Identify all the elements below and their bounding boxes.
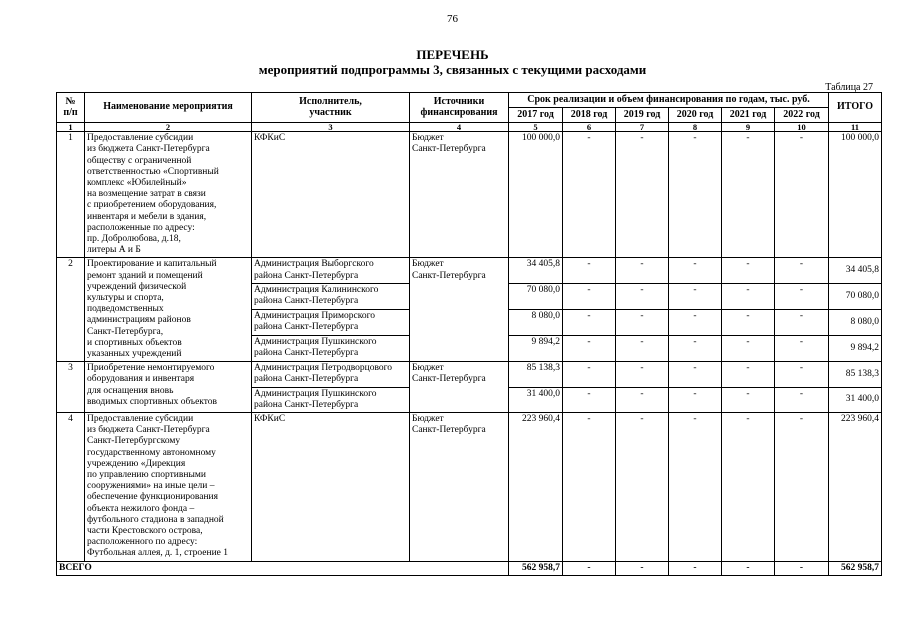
value-cell: - — [563, 132, 616, 258]
measures-table — [56, 92, 882, 576]
table-row — [57, 362, 882, 387]
header-num: № п/п — [57, 93, 85, 123]
value-cell: - — [616, 310, 669, 336]
value-cell: - — [775, 258, 829, 284]
header-total: ИТОГО — [829, 93, 882, 123]
value-cell: - — [722, 258, 775, 284]
value-cell: - — [775, 284, 829, 310]
header-source: Источники финансирования — [410, 93, 509, 123]
row-total: 70 080,0 — [829, 284, 882, 310]
column-number: 10 — [775, 122, 829, 132]
row-number: 1 — [57, 132, 85, 258]
column-number: 1 — [57, 122, 85, 132]
column-number: 3 — [252, 122, 410, 132]
header-executor: Исполнитель, участник — [252, 93, 410, 123]
row-total: 85 138,3 — [829, 362, 882, 387]
row-number: 3 — [57, 362, 85, 413]
header-year: 2018 год — [563, 107, 616, 122]
header-year: 2017 год — [509, 107, 563, 122]
value-cell: - — [616, 284, 669, 310]
grand-total-row — [57, 561, 882, 575]
grand-total-value: 562 958,7 — [509, 561, 563, 575]
row-number: 4 — [57, 412, 85, 561]
document-title: ПЕРЕЧЕНЬ — [416, 47, 489, 62]
value-cell: - — [775, 387, 829, 412]
value-cell: 9 894,2 — [509, 336, 563, 362]
value-cell: - — [722, 387, 775, 412]
value-cell: - — [669, 310, 722, 336]
table-row — [57, 132, 882, 258]
table-row — [57, 412, 882, 561]
value-cell: 223 960,4 — [509, 412, 563, 561]
value-cell: - — [563, 336, 616, 362]
column-number: 6 — [563, 122, 616, 132]
column-number: 4 — [410, 122, 509, 132]
row-total: 8 080,0 — [829, 310, 882, 336]
column-number: 11 — [829, 122, 882, 132]
table-row — [57, 258, 882, 284]
grand-total-sum: 562 958,7 — [829, 561, 882, 575]
value-cell: - — [775, 310, 829, 336]
measure-name: Предоставление субсидии из бюджета Санкт-Петербурга Санкт-Петербургскому государственному автономному учреждению «Дирекция по управлению спортивными сооружениями» на иные цели – обеспечение функционирования объекта нежилого фонда – футбольного стадиона в западной части Крестовского острова, расположенного по адресу: Футбольная аллея, д. 1, строение 1 — [85, 412, 252, 561]
value-cell: - — [722, 310, 775, 336]
value-cell: - — [563, 387, 616, 412]
column-number: 9 — [722, 122, 775, 132]
header-year: 2022 год — [775, 107, 829, 122]
value-cell: - — [669, 284, 722, 310]
measure-name: Предоставление субсидии из бюджета Санкт-Петербурга обществу с ограниченной ответственностью «Спортивный комплекс «Юбилейный» на возмещение затрат в связи с приобретением оборудования, инвентаря и мебели в здания, расположенные по адресу: пр. Добролюбова, д.18, литеры А и Б — [85, 132, 252, 258]
executor-cell: Администрация Петродворцового района Санкт-Петербурга — [252, 362, 410, 387]
column-number: 8 — [669, 122, 722, 132]
grand-total-label: ВСЕГО — [57, 561, 509, 575]
value-cell: - — [669, 412, 722, 561]
value-cell: - — [616, 412, 669, 561]
header-period: Срок реализации и объем финансирования по годам, тыс. руб. — [509, 93, 829, 108]
grand-total-value: - — [722, 561, 775, 575]
measure-name: Проектирование и капитальный ремонт зданий и помещений учреждений физической культуры и спорта, подведомственных администрациям районов Санкт-Петербурга, и спортивных объектов указанных учреждений — [85, 258, 252, 362]
value-cell: - — [722, 284, 775, 310]
row-total: 31 400,0 — [829, 387, 882, 412]
table-label: Таблица 27 — [825, 82, 873, 93]
value-cell: - — [563, 362, 616, 387]
row-total: 9 894,2 — [829, 336, 882, 362]
value-cell: - — [722, 412, 775, 561]
value-cell: - — [669, 362, 722, 387]
header-row-1 — [57, 93, 882, 108]
value-cell: - — [616, 362, 669, 387]
value-cell: - — [775, 336, 829, 362]
value-cell: 8 080,0 — [509, 310, 563, 336]
row-total: 34 405,8 — [829, 258, 882, 284]
column-number: 2 — [85, 122, 252, 132]
executor-cell: Администрация Выборгского района Санкт-Петербурга — [252, 258, 410, 284]
value-cell: - — [775, 412, 829, 561]
column-number-row — [57, 122, 882, 132]
column-number: 7 — [616, 122, 669, 132]
executor-cell: Администрация Приморского района Санкт-Петербурга — [252, 310, 410, 336]
value-cell: 70 080,0 — [509, 284, 563, 310]
grand-total-value: - — [775, 561, 829, 575]
value-cell: 34 405,8 — [509, 258, 563, 284]
value-cell: - — [722, 132, 775, 258]
value-cell: - — [563, 284, 616, 310]
value-cell: - — [563, 412, 616, 561]
grand-total-value: - — [616, 561, 669, 575]
column-number: 5 — [509, 122, 563, 132]
row-total: 223 960,4 — [829, 412, 882, 561]
row-total: 100 000,0 — [829, 132, 882, 258]
value-cell: - — [775, 132, 829, 258]
value-cell: - — [775, 362, 829, 387]
header-year: 2019 год — [616, 107, 669, 122]
value-cell: - — [616, 336, 669, 362]
header-year: 2020 год — [669, 107, 722, 122]
executor-cell: Администрация Калининского района Санкт-Петербурга — [252, 284, 410, 310]
value-cell: - — [563, 310, 616, 336]
value-cell: - — [722, 336, 775, 362]
value-cell: - — [669, 258, 722, 284]
value-cell: 31 400,0 — [509, 387, 563, 412]
page-number: 76 — [447, 13, 458, 25]
header-name: Наименование мероприятия — [85, 93, 252, 123]
executor-cell: КФКиС — [252, 412, 410, 561]
source-cell: Бюджет Санкт-Петербурга — [410, 132, 509, 258]
source-cell: Бюджет Санкт-Петербурга — [410, 362, 509, 413]
value-cell: 100 000,0 — [509, 132, 563, 258]
executor-cell: Администрация Пушкинского района Санкт-Петербурга — [252, 336, 410, 362]
source-cell: Бюджет Санкт-Петербурга — [410, 412, 509, 561]
row-number: 2 — [57, 258, 85, 362]
value-cell: - — [616, 132, 669, 258]
executor-cell: Администрация Пушкинского района Санкт-Петербурга — [252, 387, 410, 412]
grand-total-value: - — [563, 561, 616, 575]
value-cell: - — [563, 258, 616, 284]
measure-name: Приобретение немонтируемого оборудования и инвентаря для оснащения вновь вводимых спортивных объектов — [85, 362, 252, 413]
value-cell: - — [616, 387, 669, 412]
value-cell: - — [669, 132, 722, 258]
value-cell: - — [669, 387, 722, 412]
source-cell: Бюджет Санкт-Петербурга — [410, 258, 509, 362]
value-cell: 85 138,3 — [509, 362, 563, 387]
value-cell: - — [669, 336, 722, 362]
value-cell: - — [722, 362, 775, 387]
header-year: 2021 год — [722, 107, 775, 122]
document-subtitle: мероприятий подпрограммы 3, связанных с текущими расходами — [258, 62, 647, 77]
executor-cell: КФКиС — [252, 132, 410, 258]
value-cell: - — [616, 258, 669, 284]
grand-total-value: - — [669, 561, 722, 575]
